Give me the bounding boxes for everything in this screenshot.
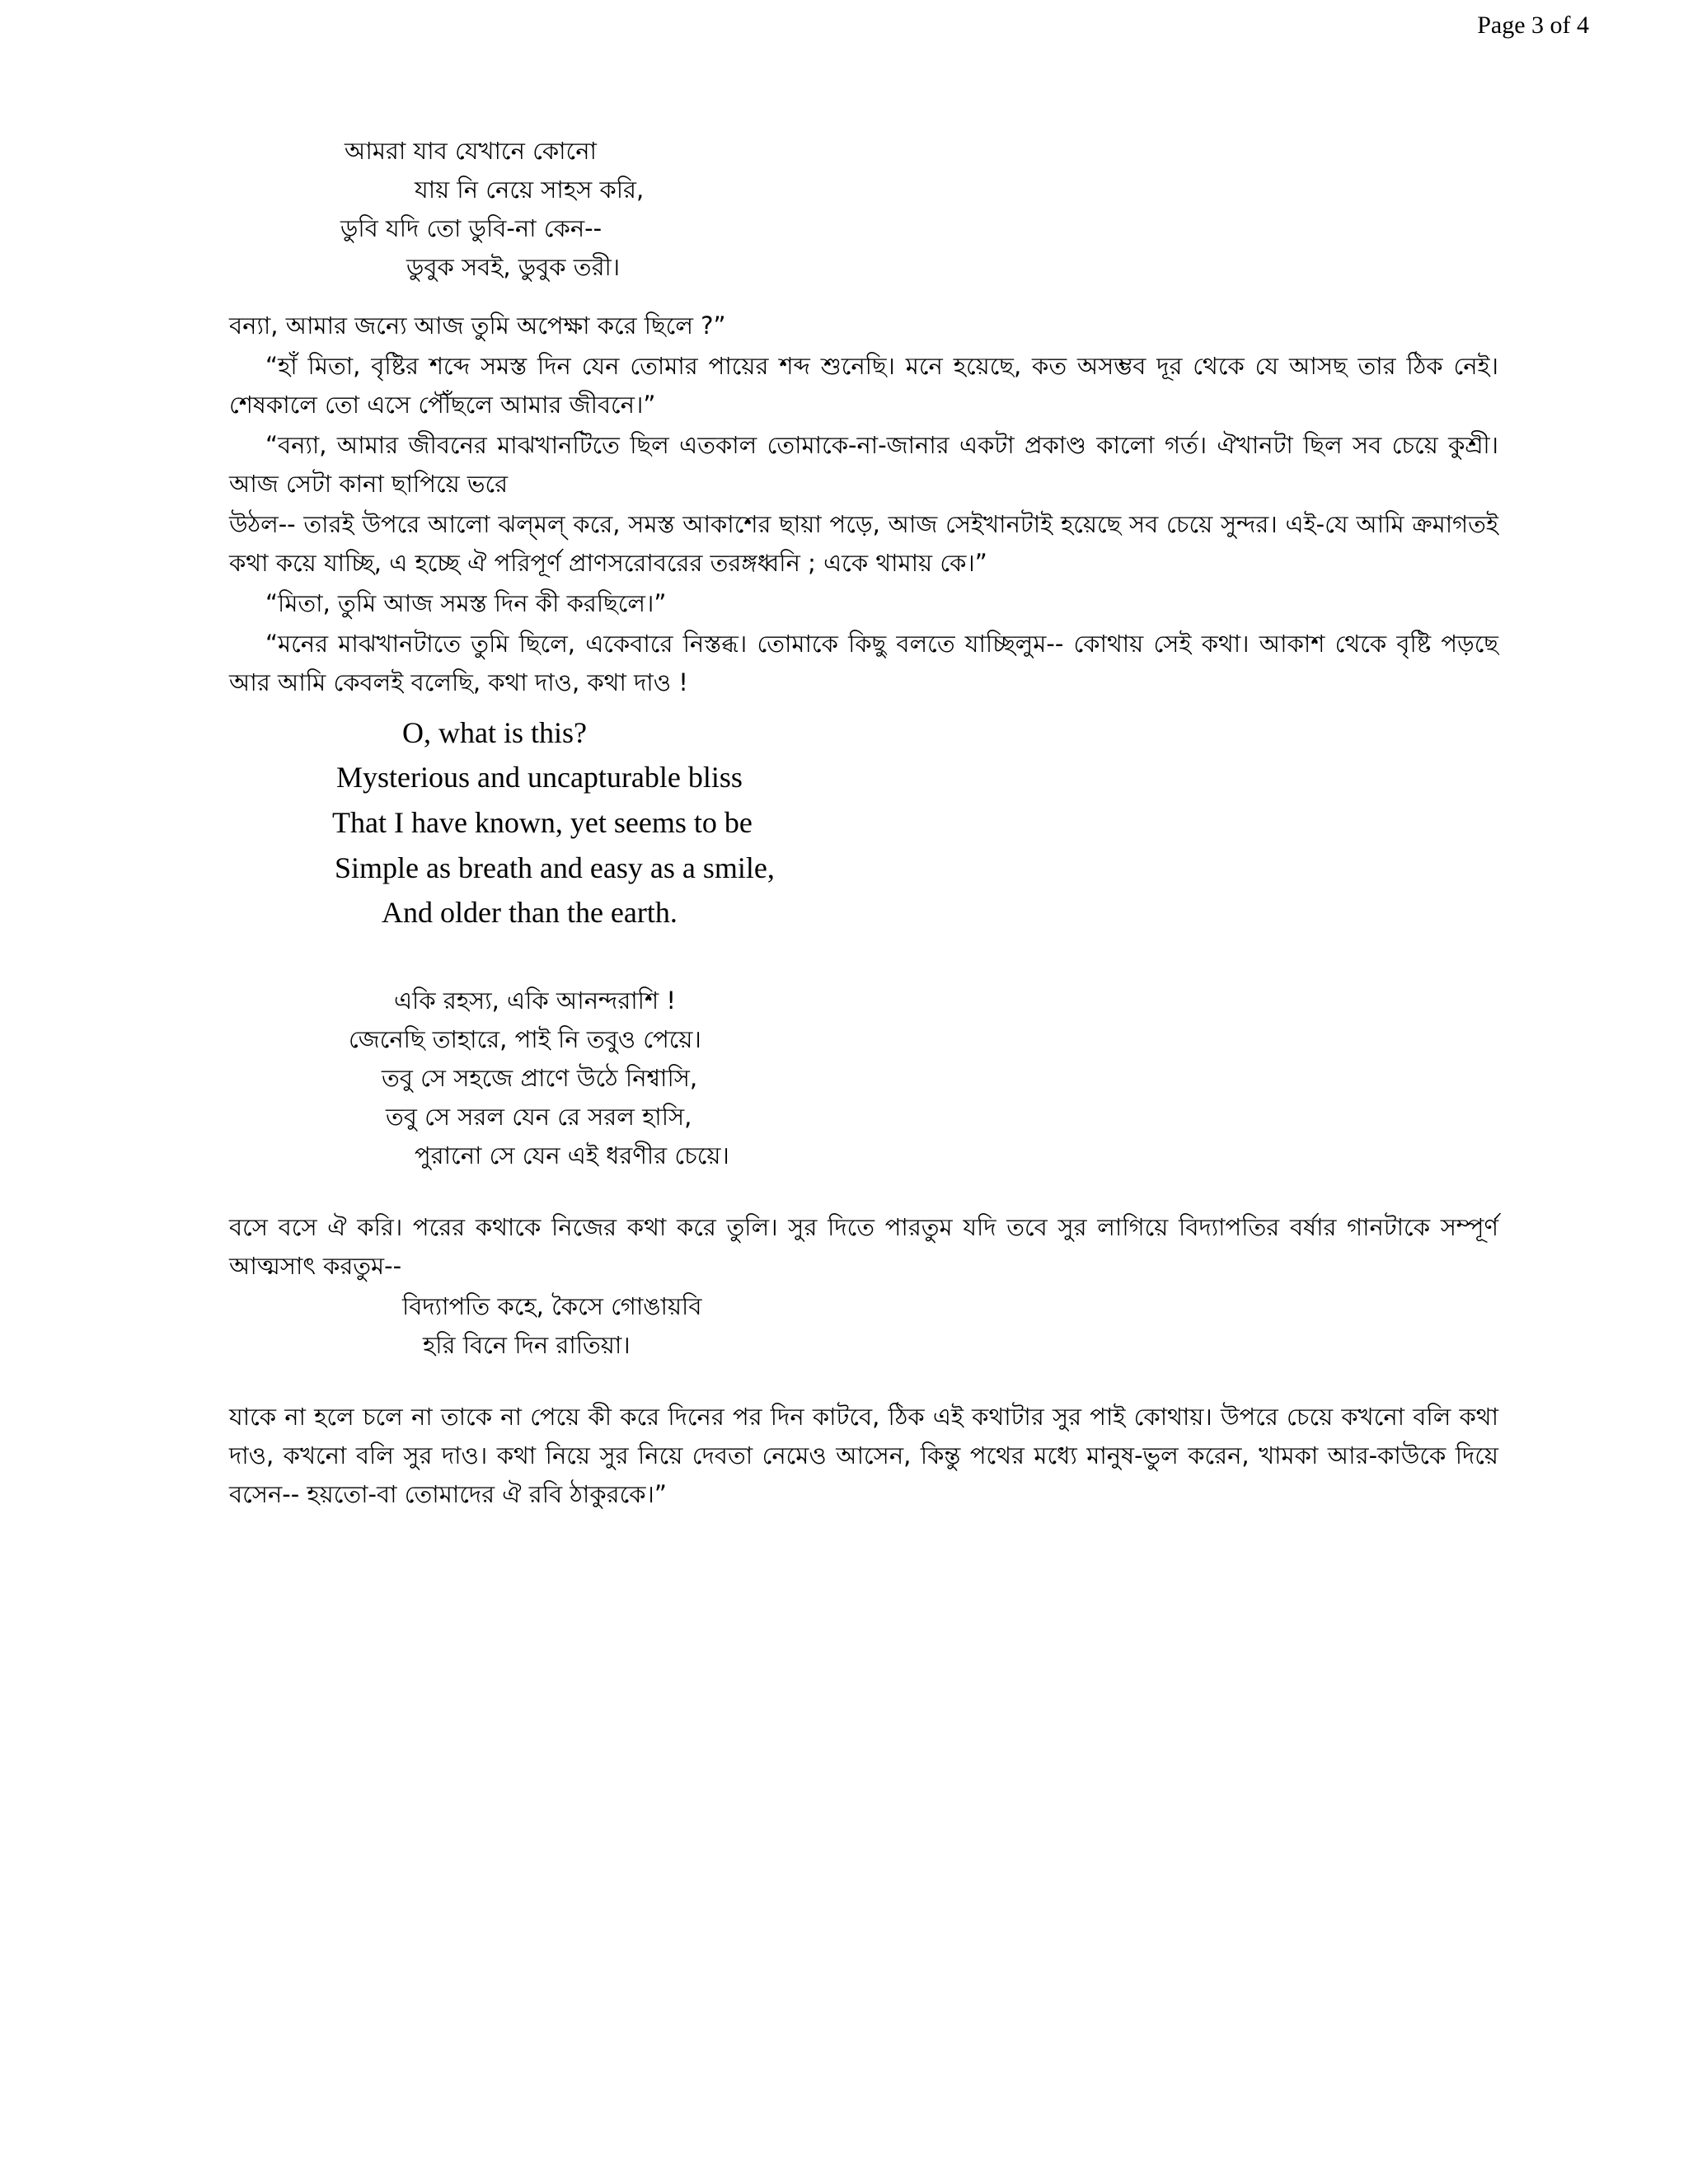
paragraph: বন্যা, আমার জন্যে আজ তুমি অপেক্ষা করে ছিলে ?” [229, 311, 726, 340]
bengali-verse-2 [229, 982, 1498, 1175]
english-verse [229, 710, 1498, 936]
verse-line: তবু সে সরল যেন রে সরল হাসি, [386, 1103, 692, 1132]
verse-line: জেনেছি তাহারে, পাই নি তবুও পেয়ে। [349, 1025, 701, 1054]
spacer [229, 1370, 1498, 1398]
verse-line: ডুবুক সবই, ডুবুক তরী। [406, 252, 621, 281]
paragraph: উঠল-- তারই উপরে আলো ঝল্‌মল্‌ করে, সমস্ত আকাশের ছায়া পড়ে, আজ সেইখানটাই হয়েছে সব চেয়ে সুন্দর। এই-যে আমি ক্রমাগতই কথা কয়ে যাচ্ছি, এ হচ্ছে ঐ পরিপূর্ণ প্রাণসরোবরের তরঙ্গধ্বনি ; একে থামায় কে।” [229, 509, 1498, 577]
verse-line: যায় নি নেয়ে সাহস করি, [415, 175, 645, 204]
verse-line: পুরানো সে যেন এই ধরণীর চেয়ে। [415, 1141, 729, 1170]
bengali-verse-3 [229, 1287, 1498, 1365]
verse-line: তবু সে সহজে প্রাণে উঠে নিশ্বাসি, [382, 1064, 698, 1093]
spacer [229, 1180, 1498, 1208]
spacer [229, 935, 1498, 982]
paragraph: যাকে না হলে চলে না তাকে না পেয়ে কী করে দিনের পর দিন কাটবে, ঠিক এই কথাটার সুর পাই কোথায়। উপরে চেয়ে কখনো বলি কথা দাও, কখনো বলি সুর দাও। কথা নিয়ে সুর নিয়ে দেবতা নেমেও আসেন, কিন্তু পথের মধ্যে মানুষ-ভুল করেন, খামকা আর-কাউকে দিয়ে বসেন-- হয়তো-বা তোমাদের ঐ রবি ঠাকুরকে।” [229, 1402, 1498, 1508]
page-content [229, 132, 1498, 1516]
paragraph: “বন্যা, আমার জীবনের মাঝখানটিতে ছিল এতকাল তোমাকে-না-জানার একটা প্রকাণ্ড কালো গর্ত। ঐখানটা ছিল সব চেয়ে কুশ্রী। আজ সেটা কানা ছাপিয়ে ভরে [229, 430, 1498, 498]
verse-line: আমরা যাব যেখানে কোনো [345, 137, 597, 165]
verse-line: হরি বিনে দিন রাতিয়া। [423, 1330, 631, 1359]
verse-line: ডুবি যদি তো ডুবি-না কেন-- [340, 213, 603, 242]
verse-line: And older than the earth. [382, 896, 678, 930]
paragraph: “মনের মাঝখানটাতে তুমি ছিলে, একেবারে নিস্তব্ধ। তোমাকে কিছু বলতে যাচ্ছিলুম-- কোথায় সেই কথা। আকাশ থেকে বৃষ্টি পড়ছে আর আমি কেবলই বলেছি, কথা দাও, কথা দাও ! [229, 629, 1498, 696]
paragraph: বসে বসে ঐ করি। পরের কথাকে নিজের কথা করে তুলি। সুর দিতে পারতুম যদি তবে সুর লাগিয়ে বিদ্যাপতির বর্ষার গানটাকে সম্পূর্ণ আত্মসাৎ করতুম-- [229, 1213, 1498, 1280]
verse-line: Mysterious and uncapturable bliss [336, 761, 743, 794]
spacer [229, 292, 1498, 307]
verse-line: বিদ্যাপতি কহে, কৈসে গোঙায়বি [402, 1291, 702, 1320]
paragraph: “মিতা, তুমি আজ সমস্ত দিন কী করছিলে।” [265, 588, 667, 617]
verse-line: Simple as breath and easy as a smile, [335, 851, 775, 884]
verse-line: That I have known, yet seems to be [332, 806, 753, 839]
page-number-label: Page 3 of 4 [1477, 12, 1589, 39]
paragraph: “হাঁ মিতা, বৃষ্টির শব্দে সমস্ত দিন যেন তোমার পায়ের শব্দ শুনেছি। মনে হয়েছে, কত অসম্ভব দূর থেকে যে আসছ তার ঠিক নেই। শেষকালে তো এসে পৌঁছলে আমার জীবনে।” [229, 351, 1498, 419]
verse-line: একি রহস্য, একি আনন্দরাশি ! [394, 987, 676, 1015]
verse-line: O, what is this? [402, 715, 587, 749]
opening-verse [229, 132, 1498, 287]
